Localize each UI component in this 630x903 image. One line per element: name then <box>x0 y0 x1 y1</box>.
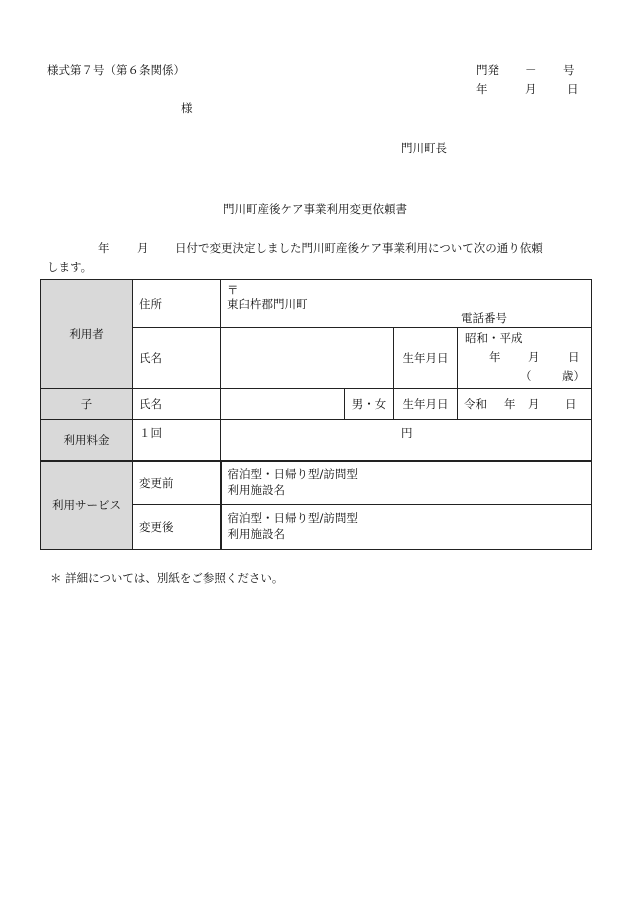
address-field[interactable] <box>221 280 592 328</box>
before-facility-name-label: 利用施設名 <box>227 482 285 497</box>
user-birthdate-label: 生年月日 <box>394 328 458 389</box>
doc-number-suffix: 号 <box>563 63 575 77</box>
era-options: 昭和・平成 <box>465 331 523 345</box>
before-label: 変更前 <box>133 461 221 505</box>
form-number: 様式第７号（第６条関係） <box>47 63 185 77</box>
user-header: 利用者 <box>41 280 133 389</box>
child-header: 子 <box>41 389 133 420</box>
doc-number-prefix: 門発 <box>476 63 499 77</box>
address-label: 住所 <box>133 280 221 328</box>
service-header: 利用サービス <box>41 461 133 550</box>
birth-month-unit: 月 <box>528 350 540 364</box>
birth-year-unit: 年 <box>489 350 501 364</box>
child-name-field[interactable] <box>221 389 345 420</box>
document-title: 門川町産後ケア事業利用変更依頼書 <box>223 202 407 216</box>
child-row <box>41 389 592 420</box>
fee-unit-cell <box>133 420 221 461</box>
issue-date-day: 日 <box>567 82 579 96</box>
birth-day-unit: 日 <box>568 350 580 364</box>
after-service-type-options: 宿泊型・日帰り型/訪問型 <box>227 511 358 525</box>
child-name-label: 氏名 <box>133 389 221 420</box>
request-form-table <box>40 279 592 550</box>
child-sex-options[interactable]: 男・女 <box>345 389 394 420</box>
body-text-line1: 日付で変更決定しました門川町産後ケア事業利用について次の通り依頼 <box>175 241 543 255</box>
user-name-field[interactable] <box>221 328 394 389</box>
fee-currency: 円 <box>401 426 413 440</box>
child-era: 令和 <box>464 397 487 411</box>
after-facility-name-label: 利用施設名 <box>227 527 285 541</box>
fee-row <box>41 420 592 461</box>
body-text-line2: します。 <box>47 260 93 274</box>
fee-amount-field[interactable] <box>221 420 592 461</box>
addressee-suffix: 様 <box>181 101 193 115</box>
service-before-field[interactable] <box>221 461 592 505</box>
service-after-field[interactable] <box>221 505 592 550</box>
age-close: 歳） <box>562 369 585 383</box>
issue-date-year: 年 <box>476 82 488 96</box>
fee-header: 利用料金 <box>41 420 133 461</box>
child-year-unit: 年 <box>504 397 516 411</box>
age-open-paren: （ <box>520 369 532 383</box>
fee-unit-label: １回 <box>139 426 162 440</box>
doc-number-dash: － <box>525 63 537 77</box>
address-value: 東臼杵郡門川町 <box>227 297 308 311</box>
user-name-label: 氏名 <box>133 328 221 389</box>
service-before-row <box>41 461 592 505</box>
body-month: 月 <box>137 241 149 255</box>
issue-date-month: 月 <box>525 82 537 96</box>
user-address-row <box>41 280 592 328</box>
footnote: ＊ 詳細については、別紙をご参照ください。 <box>50 571 284 585</box>
child-birthdate-label: 生年月日 <box>394 389 458 420</box>
sender: 門川町長 <box>401 141 447 155</box>
after-label: 変更後 <box>133 505 221 550</box>
child-birthdate-field[interactable] <box>458 389 592 420</box>
child-month-unit: 月 <box>528 397 540 411</box>
before-service-type-options: 宿泊型・日帰り型/訪問型 <box>227 466 358 481</box>
child-day-unit: 日 <box>565 397 577 411</box>
phone-label: 電話番号 <box>461 311 507 325</box>
body-year: 年 <box>98 241 110 255</box>
postal-mark: 〒 <box>227 283 239 297</box>
user-birthdate-field[interactable] <box>458 328 592 389</box>
